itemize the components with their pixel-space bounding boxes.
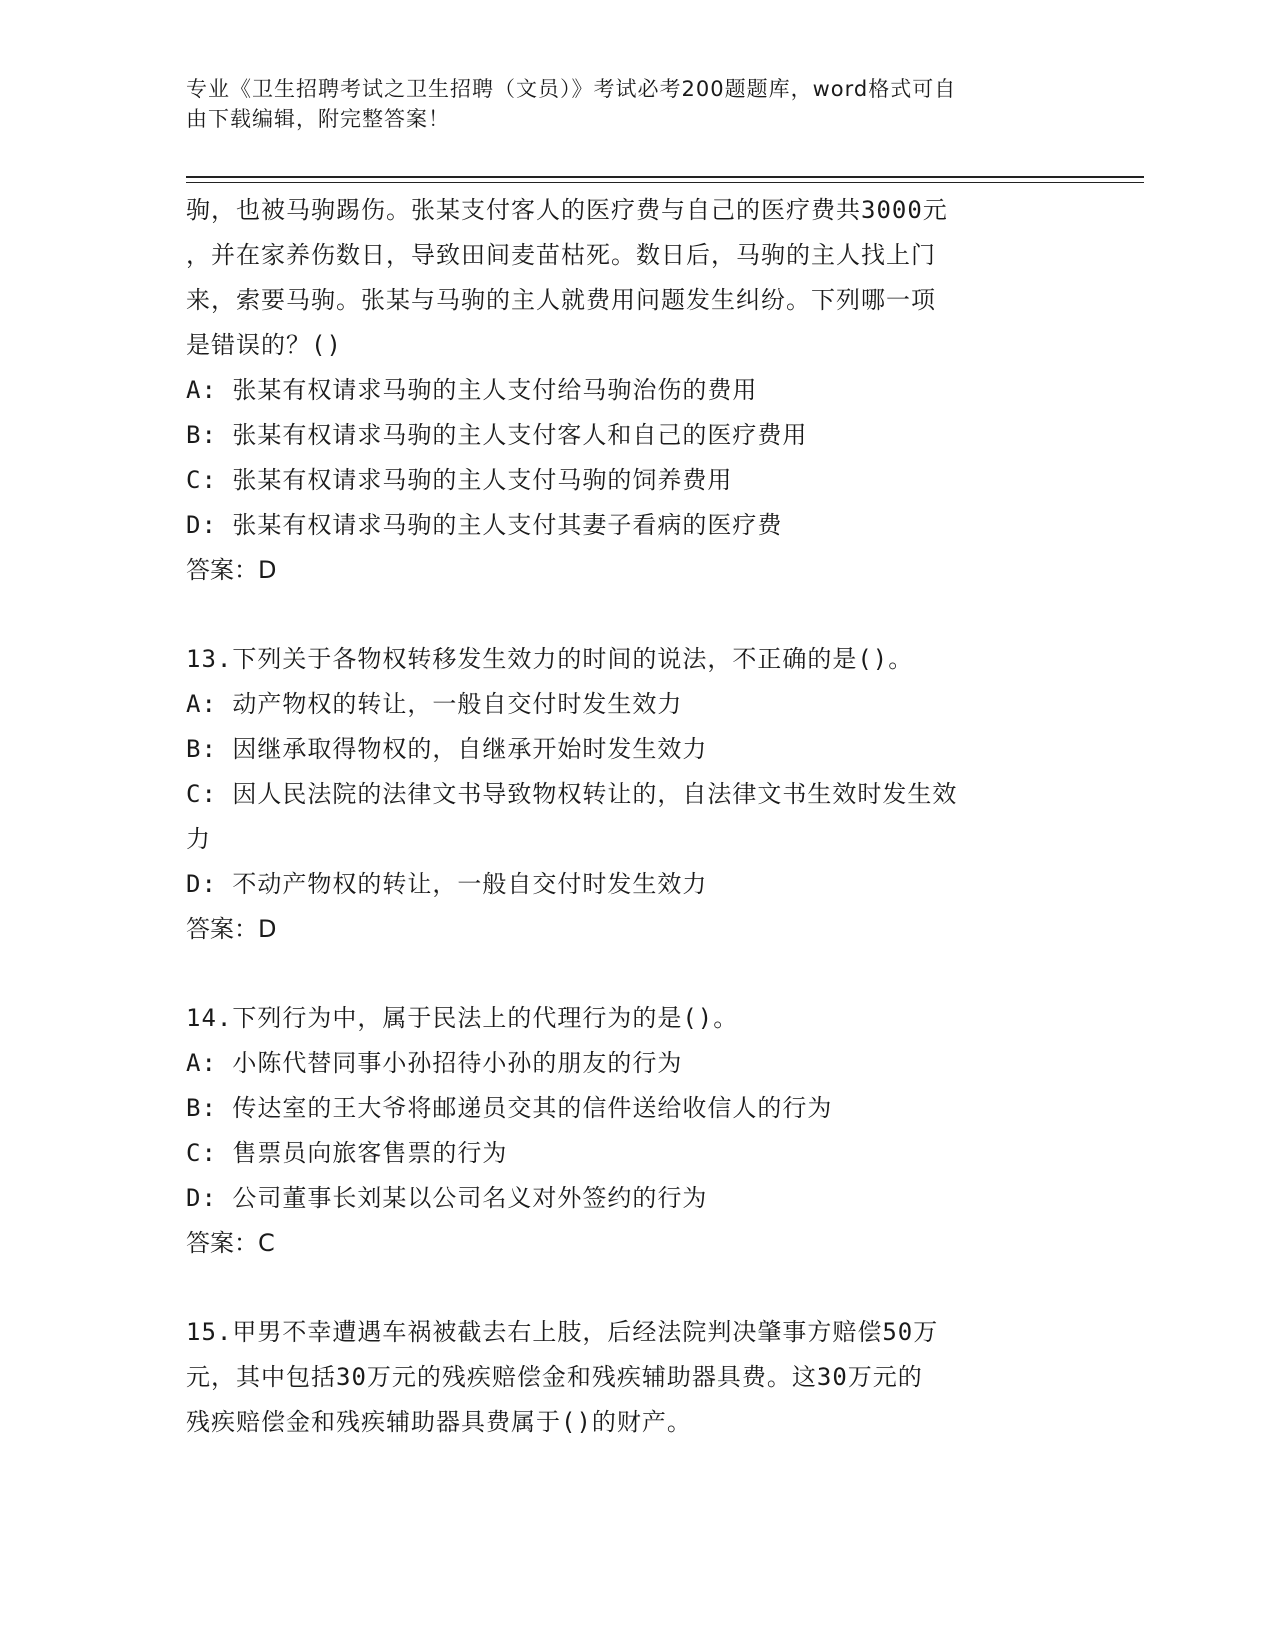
document-body xyxy=(186,188,1066,1445)
question-text-line: ，并在家养伤数日，导致田间麦苗枯死。数日后，马驹的主人找上门 xyxy=(186,241,936,269)
option-b: B: 因继承取得物权的，自继承开始时发生效力 xyxy=(186,735,708,763)
question-text-line: 驹，也被马驹踢伤。张某支付客人的医疗费与自己的医疗费共3000元 xyxy=(186,196,948,224)
question-13 xyxy=(186,637,1066,952)
question-text-line: 是错误的？() xyxy=(186,331,342,359)
question-stem-line: 残疾赔偿金和残疾辅助器具费属于()的财产。 xyxy=(186,1408,692,1436)
header-rule-thin xyxy=(186,182,1144,183)
option-d: D: 不动产物权的转让，一般自交付时发生效力 xyxy=(186,870,708,898)
option-b: B: 传达室的王大爷将邮递员交其的信件送给收信人的行为 xyxy=(186,1094,833,1122)
option-c-continued: 力 xyxy=(186,825,211,853)
option-a: A: 张某有权请求马驹的主人支付给马驹治伤的费用 xyxy=(186,376,758,404)
header-line-1: 专业《卫生招聘考试之卫生招聘（文员）》考试必考200题题库，word格式可自 xyxy=(186,77,957,101)
header-line-2: 由下载编辑，附完整答案！ xyxy=(186,107,450,131)
question-stem-line: 元，其中包括30万元的残疾赔偿金和残疾辅助器具费。这30万元的 xyxy=(186,1363,923,1391)
option-a: A: 动产物权的转让，一般自交付时发生效力 xyxy=(186,690,683,718)
question-stem-line: 15.甲男不幸遭遇车祸被截去右上肢，后经法院判决肇事方赔偿50万 xyxy=(186,1318,939,1346)
answer-line: 答案：C xyxy=(186,1229,275,1257)
document-header xyxy=(186,74,1066,134)
option-d: D: 公司董事长刘某以公司名义对外签约的行为 xyxy=(186,1184,708,1212)
answer-line: 答案：D xyxy=(186,556,277,584)
question-stem: 14.下列行为中，属于民法上的代理行为的是()。 xyxy=(186,1004,739,1032)
question-12-continued xyxy=(186,188,1066,593)
answer-line: 答案：D xyxy=(186,915,277,943)
question-stem: 13.下列关于各物权转移发生效力的时间的说法，不正确的是()。 xyxy=(186,645,914,673)
option-b: B: 张某有权请求马驹的主人支付客人和自己的医疗费用 xyxy=(186,421,808,449)
option-a: A: 小陈代替同事小孙招待小孙的朋友的行为 xyxy=(186,1049,683,1077)
header-rule xyxy=(186,176,1144,178)
option-c: C: 售票员向旅客售票的行为 xyxy=(186,1139,508,1167)
question-15 xyxy=(186,1310,1066,1445)
option-c: C: 因人民法院的法律文书导致物权转让的，自法律文书生效时发生效 xyxy=(186,780,958,808)
question-text-line: 来，索要马驹。张某与马驹的主人就费用问题发生纠纷。下列哪一项 xyxy=(186,286,936,314)
option-c: C: 张某有权请求马驹的主人支付马驹的饲养费用 xyxy=(186,466,733,494)
option-d: D: 张某有权请求马驹的主人支付其妻子看病的医疗费 xyxy=(186,511,783,539)
question-14 xyxy=(186,996,1066,1266)
